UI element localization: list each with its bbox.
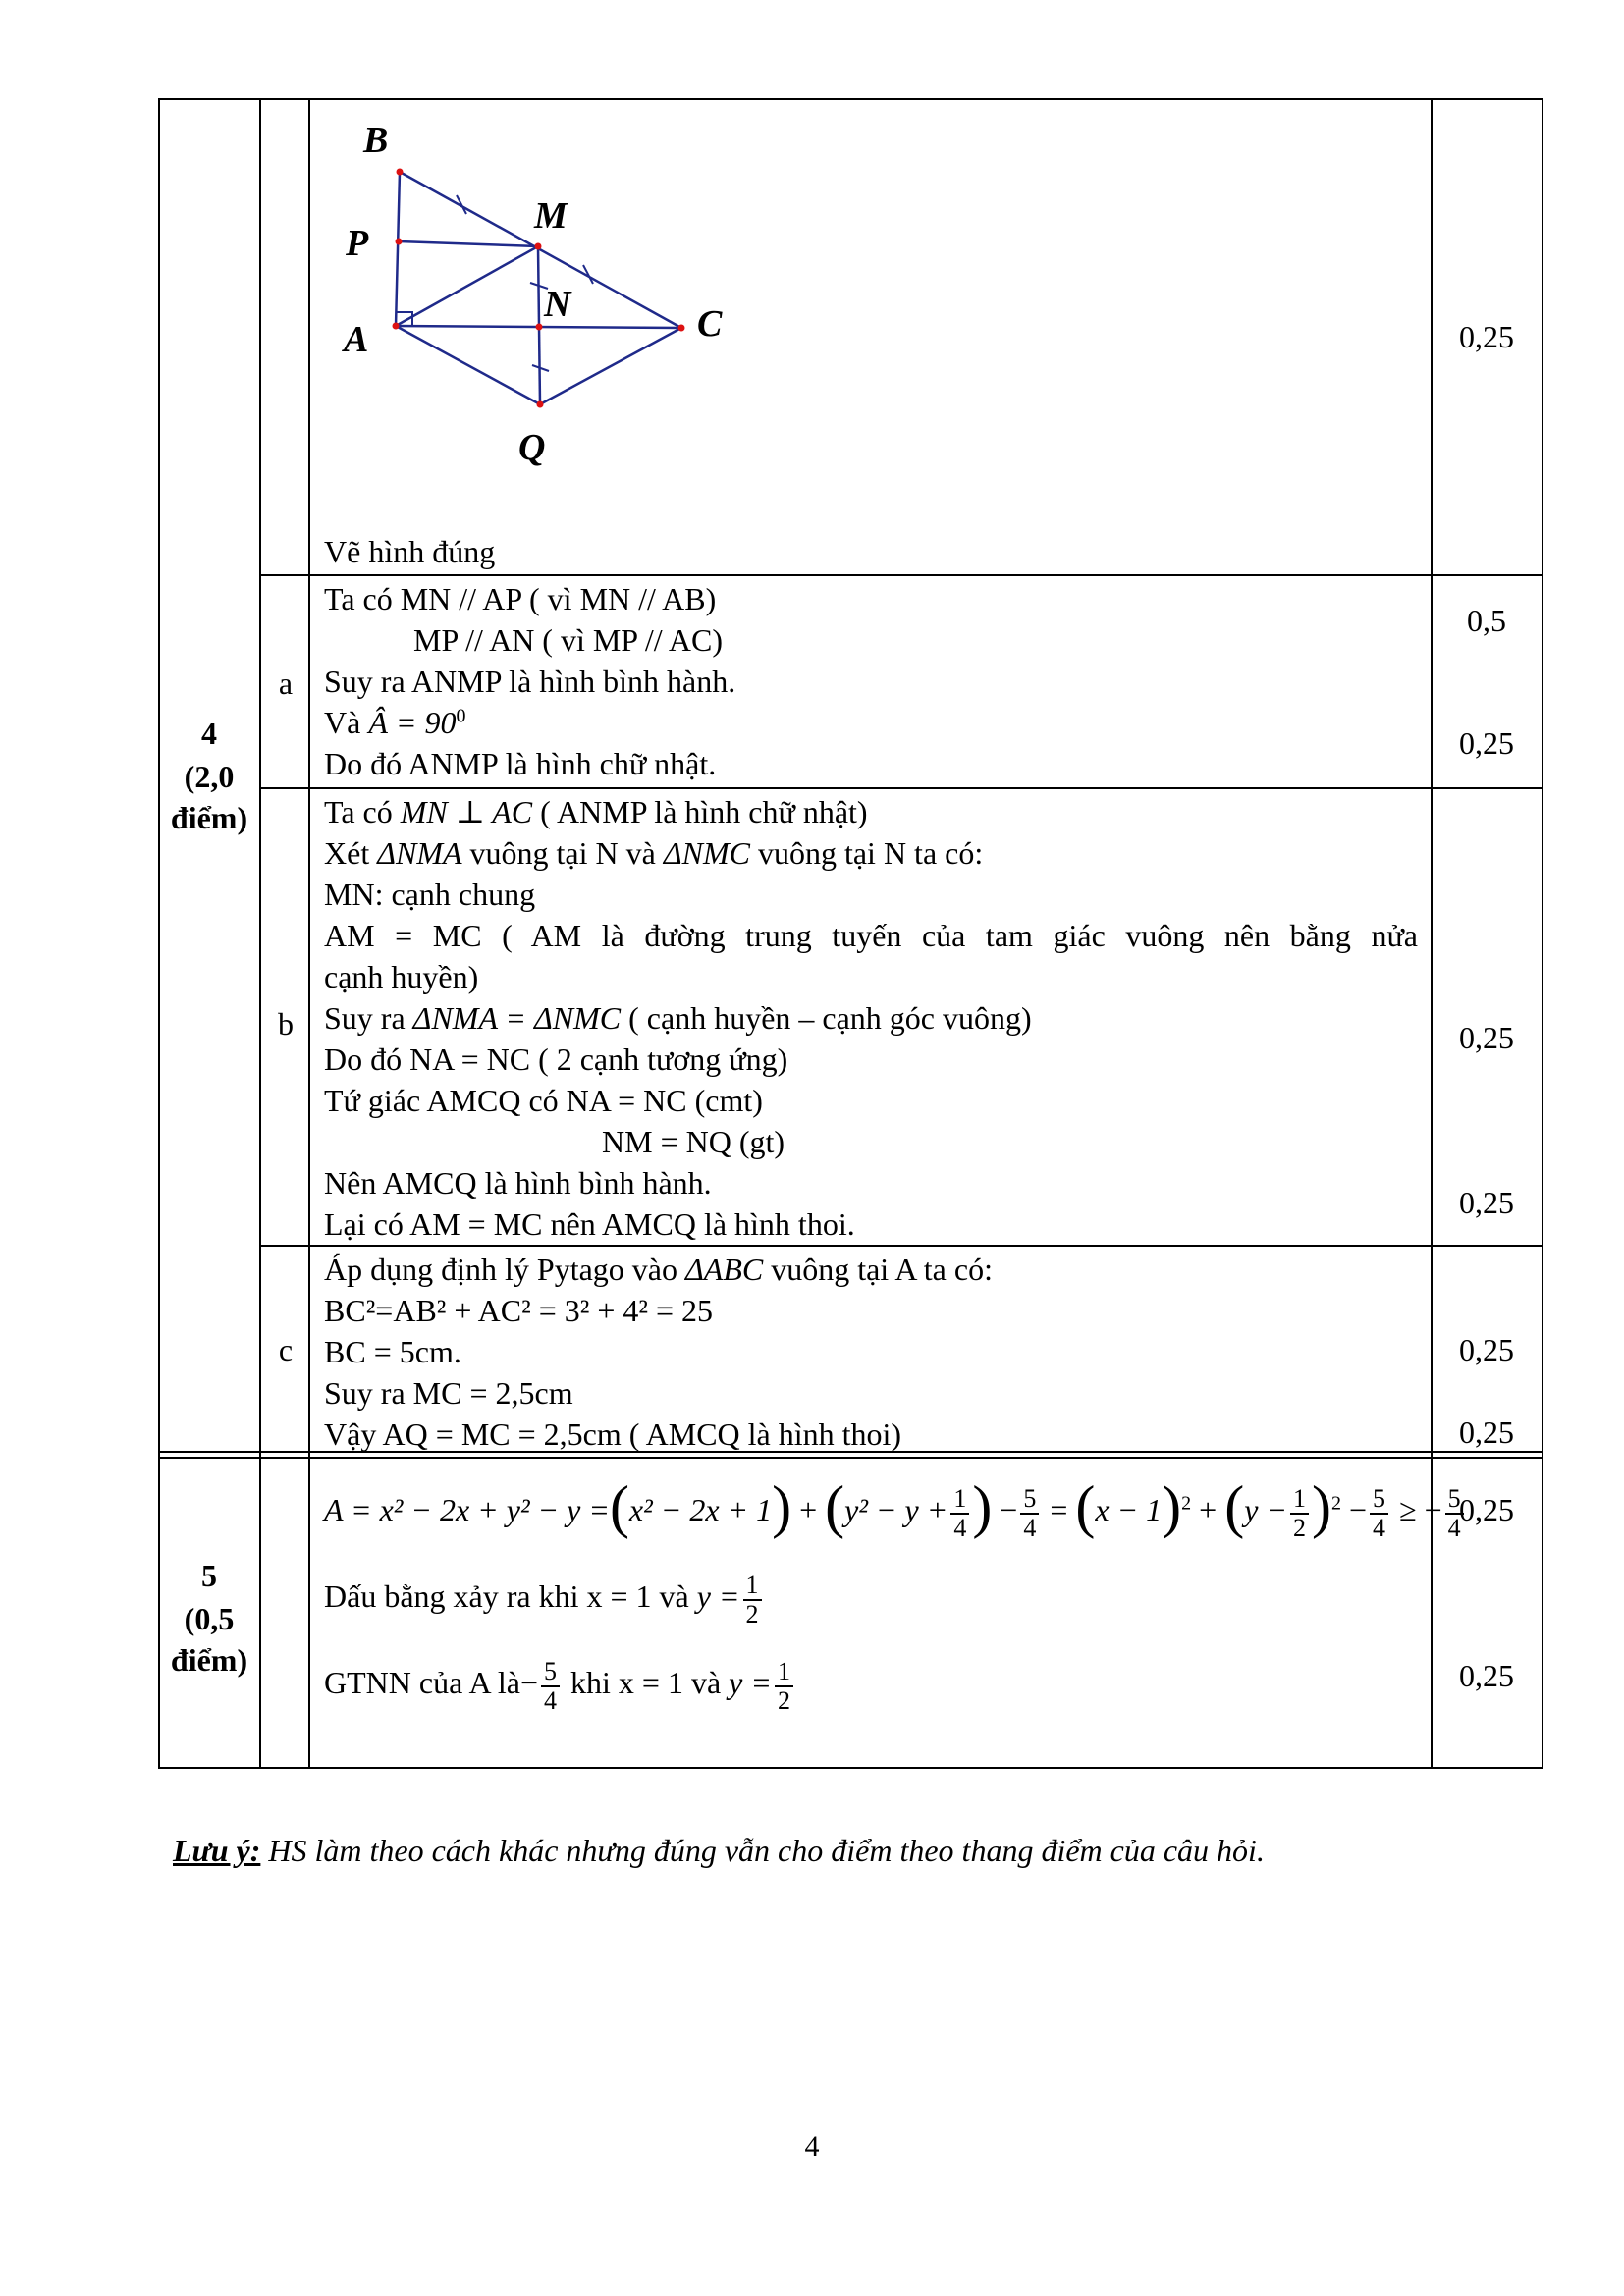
part-b-line-1 bbox=[324, 791, 868, 832]
part-b-l6-post: ( cạnh huyền – cạnh góc vuông) bbox=[628, 1000, 1032, 1036]
q5-points: (0,5 bbox=[184, 1601, 235, 1636]
part-a-score-1: 0,5 bbox=[1467, 603, 1506, 638]
part-c-line-5: Vậy AQ = MC = 2,5cm ( AMCQ là hình thoi) bbox=[324, 1416, 902, 1452]
q5-equality-condition bbox=[324, 1559, 765, 1633]
eq-frac-4-den: 4 bbox=[1373, 1513, 1386, 1542]
eq-frac-4-num: 5 bbox=[1370, 1485, 1388, 1515]
part-b-line-6 bbox=[324, 997, 1032, 1039]
part-c-l1-pre: Áp dụng định lý Pytago vào bbox=[324, 1252, 677, 1287]
point-b bbox=[397, 169, 404, 176]
eq-frac-1-num: 1 bbox=[950, 1485, 969, 1515]
part-a-content bbox=[324, 578, 1424, 786]
q5-min-value bbox=[324, 1645, 796, 1720]
part-c-label: c bbox=[278, 1332, 294, 1367]
part-c-score-2: 0,25 bbox=[1459, 1415, 1514, 1450]
point-a bbox=[393, 323, 400, 330]
footnote-text: HS làm theo cách khác nhưng đúng vẫn cho điểm theo thang điểm của câu hỏi. bbox=[260, 1833, 1265, 1868]
eq-part-2: x² − 2x + 1 bbox=[628, 1492, 773, 1527]
part-b-label: b bbox=[278, 1006, 294, 1041]
segment-am bbox=[396, 246, 538, 326]
mn-perp-ac: MN ⊥ AC bbox=[400, 794, 533, 829]
part-b-score-1: 0,25 bbox=[1459, 1020, 1514, 1055]
eq-geq: ≥ − bbox=[1399, 1492, 1442, 1527]
part-c-l1-post: vuông tại A ta có: bbox=[771, 1252, 993, 1287]
eq-frac-5-num: 5 bbox=[1445, 1485, 1464, 1515]
triangle-abc: ΔABC bbox=[684, 1252, 764, 1287]
figure-caption: Vẽ hình đúng bbox=[324, 534, 496, 569]
eq-plus-2: + bbox=[1199, 1492, 1218, 1527]
part-c-content bbox=[324, 1249, 1424, 1451]
triangle-nma: ΔNMA bbox=[377, 835, 462, 871]
eq-minus-2: − bbox=[1348, 1492, 1368, 1527]
q5-l3-frac-2 bbox=[775, 1658, 793, 1715]
part-a-and-word: Và bbox=[324, 705, 361, 740]
eq-frac-3-den: 2 bbox=[1292, 1513, 1306, 1542]
part-b-l2-post: vuông tại N ta có: bbox=[757, 835, 984, 871]
part-a-score-2: 0,25 bbox=[1459, 725, 1514, 761]
segment-aq bbox=[396, 326, 540, 404]
q5-l3-pre: GTNN của A là bbox=[324, 1665, 520, 1700]
eq-part-4: y² − y + bbox=[844, 1492, 948, 1527]
triangle-nmc: ΔNMC bbox=[663, 835, 750, 871]
q5-l3-frac-1 bbox=[541, 1658, 560, 1715]
q5-l2-pre: Dấu bằng xảy ra khi x = 1 và bbox=[324, 1578, 689, 1614]
figure-score: 0,25 bbox=[1459, 319, 1514, 354]
point-p bbox=[396, 239, 403, 245]
col-divider-1 bbox=[259, 98, 261, 1769]
part-a-line-1: Ta có MN // AP ( vì MN // AB) bbox=[324, 581, 717, 616]
q5-l2-frac-den: 2 bbox=[745, 1599, 759, 1629]
part-a-label: a bbox=[278, 666, 294, 701]
part-c-line-4: Suy ra MC = 2,5cm bbox=[324, 1375, 573, 1411]
q4-points: (2,0 bbox=[184, 759, 235, 794]
table-border-top bbox=[158, 98, 1543, 100]
q5-l3-frac-2-num: 1 bbox=[775, 1658, 793, 1687]
eq-frac-5-den: 4 bbox=[1447, 1513, 1461, 1542]
table-border-bottom bbox=[158, 1767, 1543, 1769]
eq-frac-1-den: 4 bbox=[953, 1513, 967, 1542]
q5-l2-frac-num: 1 bbox=[743, 1572, 762, 1601]
row-divider-b bbox=[259, 1245, 1543, 1247]
part-b-l2-mid: vuông tại N và bbox=[469, 835, 656, 871]
angle-a-expression: Â = 90 bbox=[368, 705, 457, 740]
part-c-line-1 bbox=[324, 1249, 993, 1290]
part-b-content bbox=[324, 791, 1424, 1243]
q4-number: 4 bbox=[201, 716, 217, 751]
part-b-line-10: Nên AMCQ là hình bình hành. bbox=[324, 1165, 712, 1201]
q5-equation: A = x² − 2x + y² − y =(x² − 2x + 1) + (y² − y + $\frac{1}{4}$ ) − $\frac{5}{4}$ = $(x - 1)^2 + (y$ − $\frac{1}{2}$ )$^2$ − $\frac{5}{4}$ ≥ − $\frac{5}{4}$ bbox=[324, 1472, 1467, 1547]
geometry-figure bbox=[324, 108, 756, 481]
footnote-label: Lưu ý: bbox=[173, 1833, 261, 1868]
page-number: 4 bbox=[804, 2130, 820, 2163]
part-a-line-2: MP // AN ( vì MP // AC) bbox=[413, 622, 724, 658]
point-n bbox=[536, 324, 543, 331]
part-b-line-8: Tứ giác AMCQ có NA = NC (cmt) bbox=[324, 1083, 763, 1118]
eq-frac-2-num: 5 bbox=[1020, 1485, 1039, 1515]
part-a-line-5: Do đó ANMP là hình chữ nhật. bbox=[324, 746, 717, 781]
point-c bbox=[678, 325, 685, 332]
eq-square-1: 2 bbox=[1181, 1492, 1192, 1515]
label-b: B bbox=[363, 120, 389, 161]
eq-minus-1: − bbox=[1000, 1492, 1018, 1527]
part-a-line-3: Suy ra ANMP là hình bình hành. bbox=[324, 664, 736, 699]
footnote bbox=[173, 1833, 1265, 1869]
label-m: M bbox=[534, 195, 568, 237]
eq-equals: = bbox=[1050, 1492, 1068, 1527]
q5-l3-var: y = bbox=[729, 1665, 772, 1700]
q4-points-unit: điểm) bbox=[170, 800, 248, 835]
part-b-line-2 bbox=[324, 832, 983, 874]
segment-pm bbox=[399, 241, 538, 246]
col-divider-2 bbox=[308, 98, 310, 1769]
part-b-l1-post: ( ANMP là hình chữ nhật) bbox=[540, 794, 868, 829]
eq-frac-1 bbox=[950, 1485, 969, 1542]
q5-l3-minus: − bbox=[519, 1665, 538, 1700]
segment-ba bbox=[396, 172, 400, 326]
degree-sup: 0 bbox=[456, 705, 466, 727]
eq-frac-2 bbox=[1020, 1485, 1039, 1542]
q5-l3-frac-1-den: 4 bbox=[544, 1685, 557, 1715]
q5-points-unit: điểm) bbox=[170, 1642, 248, 1678]
part-b-l2-pre: Xét bbox=[324, 835, 370, 871]
point-q bbox=[537, 401, 544, 408]
part-b-line-11: Lại có AM = MC nên AMCQ là hình thoi. bbox=[324, 1206, 855, 1242]
part-b-line-7: Do đó NA = NC ( 2 cạnh tương ứng) bbox=[324, 1041, 788, 1077]
row-divider-figure bbox=[259, 574, 1543, 576]
eq-part-7: x − 1 bbox=[1095, 1492, 1163, 1527]
triangle-equality: ΔNMA = ΔNMC bbox=[412, 1000, 622, 1036]
label-n: N bbox=[544, 284, 571, 325]
q5-l3-frac-1-num: 5 bbox=[541, 1658, 560, 1687]
table-border-left bbox=[158, 98, 160, 1769]
part-a-line-4 bbox=[324, 702, 465, 743]
q5-score-2: 0,25 bbox=[1459, 1658, 1514, 1693]
part-b-line-5: cạnh huyền) bbox=[324, 959, 479, 994]
q5-l3-mid: khi x = 1 và bbox=[570, 1665, 722, 1700]
eq-square-2: 2 bbox=[1330, 1492, 1341, 1515]
eq-frac-3 bbox=[1290, 1485, 1309, 1542]
label-p: P bbox=[346, 223, 369, 264]
eq-frac-2-den: 4 bbox=[1023, 1513, 1037, 1542]
part-b-l1-pre: Ta có bbox=[324, 794, 393, 829]
q5-number: 5 bbox=[201, 1558, 217, 1593]
table-border-right bbox=[1542, 98, 1543, 1769]
part-c-line-3: BC = 5cm. bbox=[324, 1334, 461, 1369]
eq-frac-4 bbox=[1370, 1485, 1388, 1542]
part-b-l6-pre: Suy ra bbox=[324, 1000, 406, 1036]
part-c-line-2: BC²=AB² + AC² = 3² + 4² = 25 bbox=[324, 1293, 714, 1328]
q5-score-1: 0,25 bbox=[1459, 1492, 1514, 1527]
row-divider-a bbox=[259, 787, 1543, 789]
label-a: A bbox=[344, 319, 369, 360]
q5-l2-var: y = bbox=[696, 1578, 740, 1614]
part-c-score-1: 0,25 bbox=[1459, 1332, 1514, 1367]
eq-part-1: A = x² − 2x + y² − y = bbox=[324, 1492, 610, 1527]
part-b-score-2: 0,25 bbox=[1459, 1185, 1514, 1220]
row-divider-q4-q5-2 bbox=[158, 1457, 1543, 1459]
label-c: C bbox=[697, 303, 723, 345]
point-m bbox=[535, 243, 542, 250]
part-b-line-9: NM = NQ (gt) bbox=[602, 1124, 785, 1159]
q5-l3-frac-2-den: 2 bbox=[777, 1685, 790, 1715]
part-b-line-3: MN: cạnh chung bbox=[324, 877, 536, 912]
eq-plus-1: + bbox=[799, 1492, 818, 1527]
eq-part-9: y − bbox=[1244, 1492, 1287, 1527]
eq-frac-3-num: 1 bbox=[1290, 1485, 1309, 1515]
q5-l2-frac bbox=[743, 1572, 762, 1629]
label-q: Q bbox=[518, 427, 546, 468]
part-b-line-4: AM = MC ( AM là đường trung tuyến của tam giác vuông nên bằng nửa bbox=[324, 918, 1418, 953]
segment-cq bbox=[540, 328, 681, 404]
